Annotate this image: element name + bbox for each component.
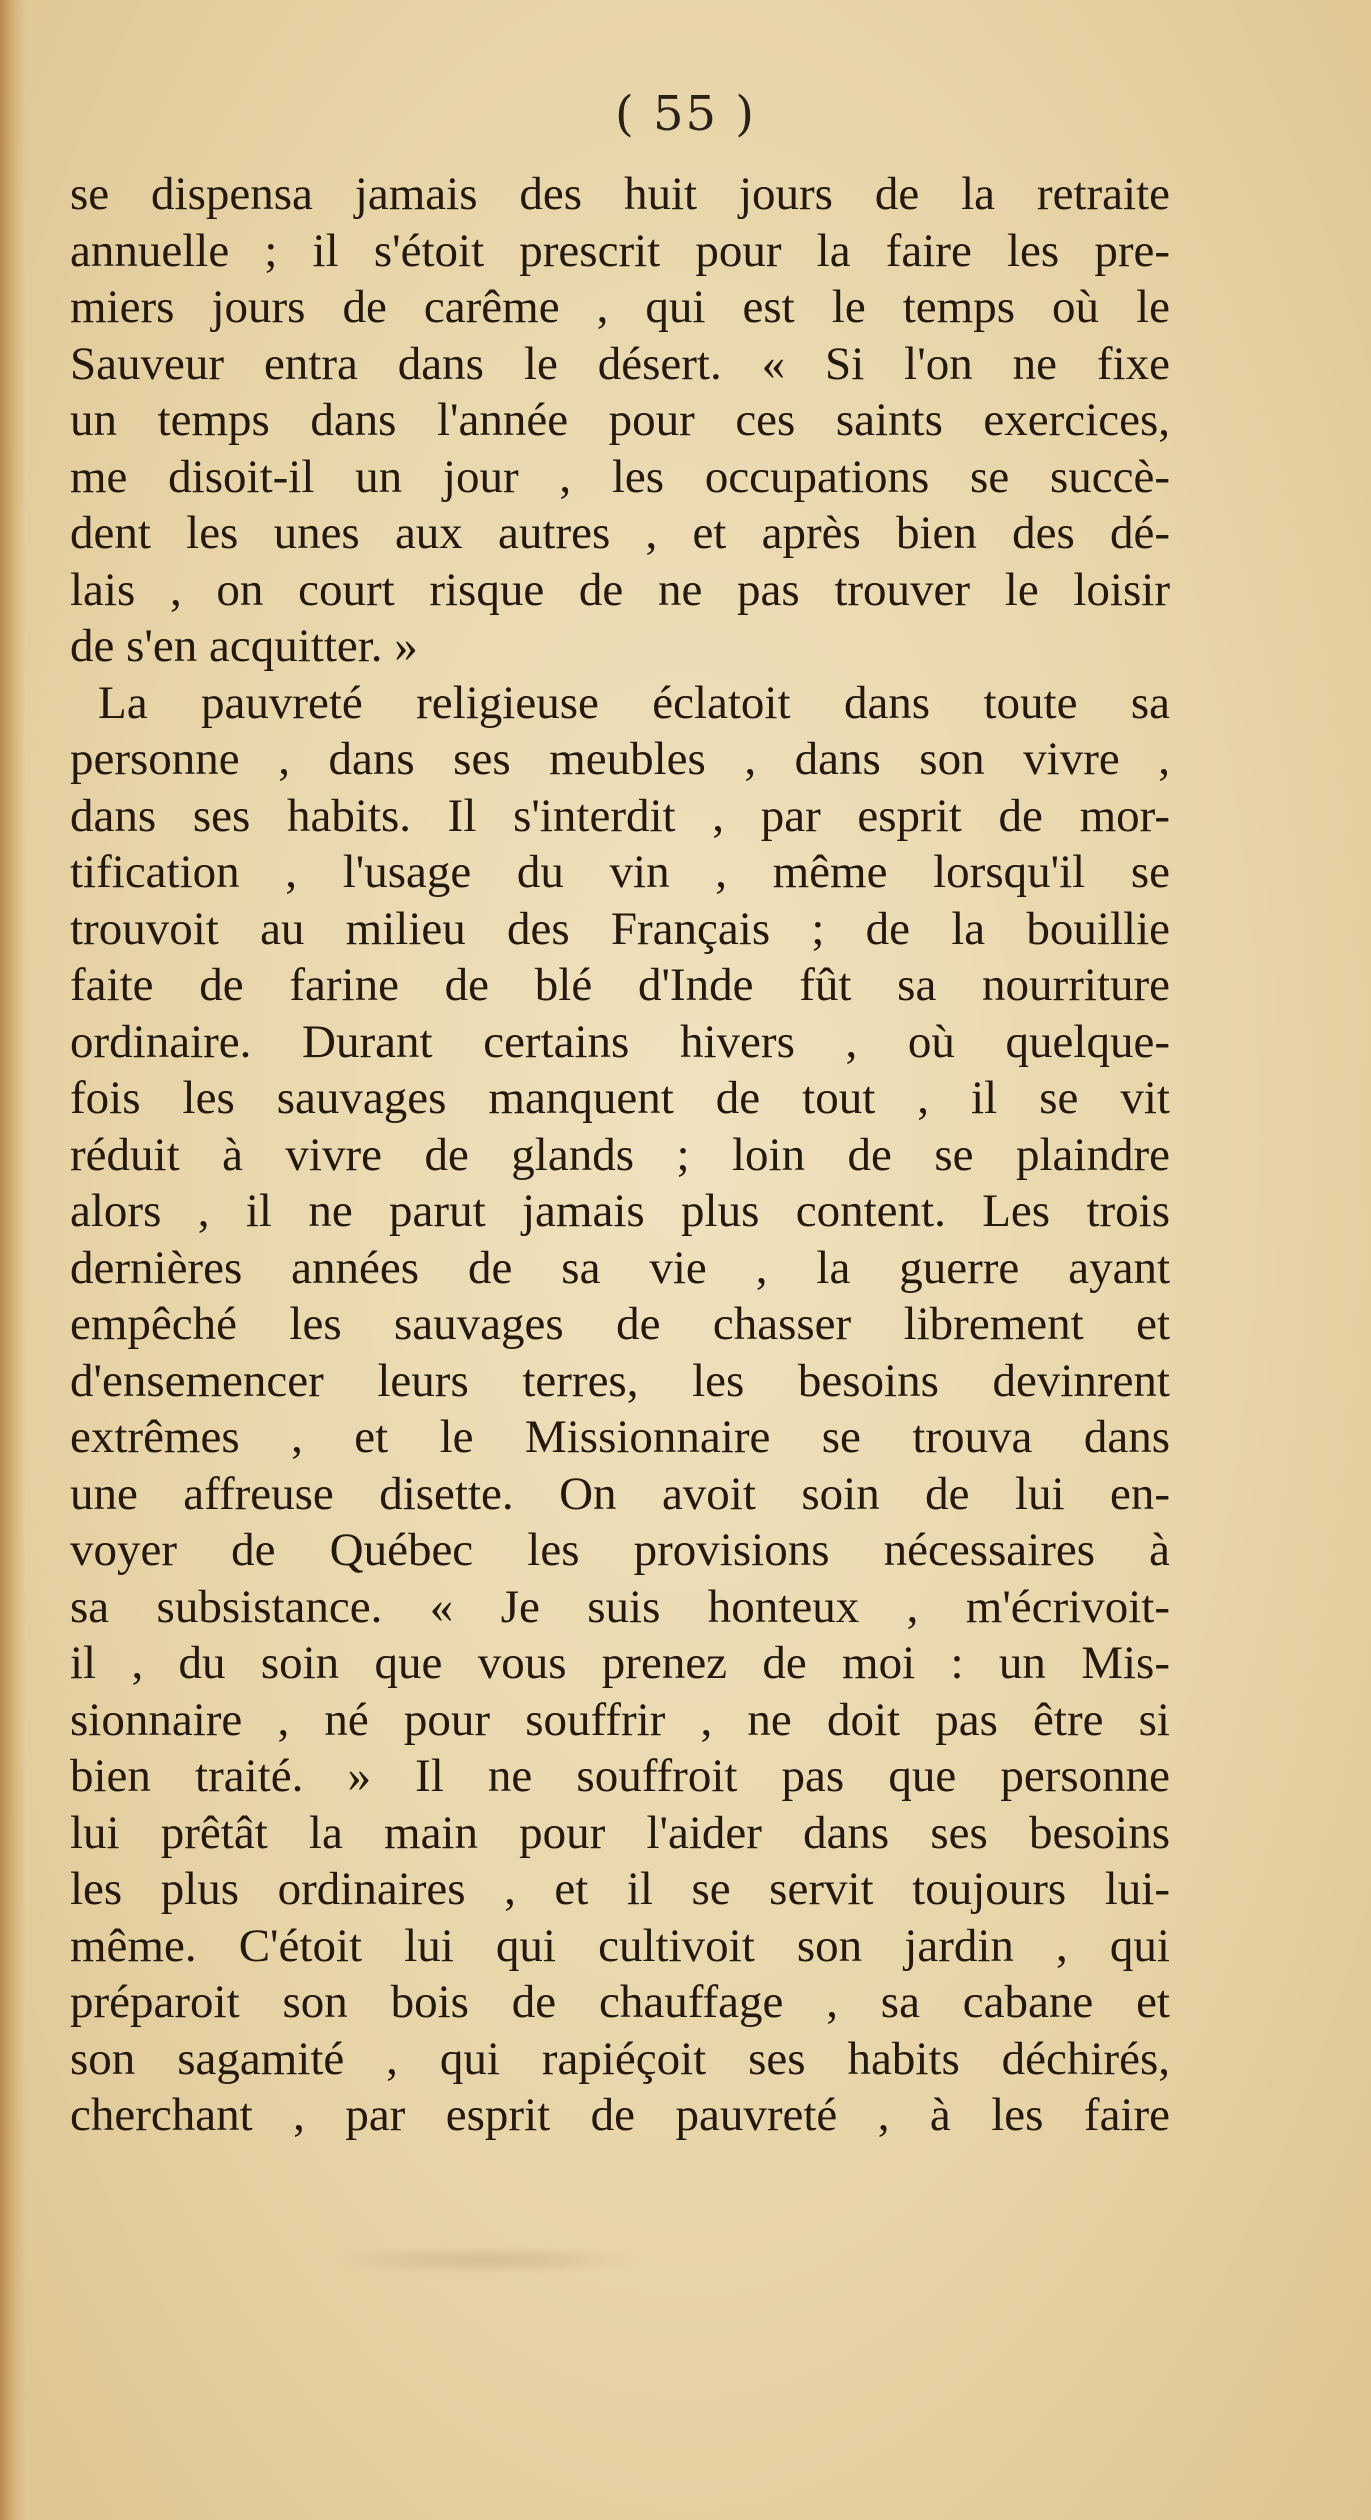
text-line: une affreuse disette. On avoit soin de lui en- [70,1467,1170,1520]
text-line: d'ensemencer leurs terres, les besoins devinrent [70,1354,1170,1407]
paragraph-start-line: La pauvreté religieuse éclatoit dans toute sa [98,676,1170,729]
text-line: dans ses habits. Il s'interdit , par esprit de mor- [70,789,1170,842]
text-line: miers jours de carême , qui est le temps où le [70,281,1170,333]
text-line: même. C'étoit lui qui cultivoit son jardin , qui [70,1919,1170,1972]
text-line: empêché les sauvages de chasser librement et [70,1298,1170,1350]
text-line: un temps dans l'année pour ces saints exercices, [70,394,1170,446]
text-line: ordinaire. Durant certains hivers , où quelque- [70,1015,1170,1068]
text-line: son sagamité , qui rapiéçoit ses habits déchirés, [70,2032,1170,2085]
text-line: faite de farine de blé d'Inde fût sa nourriture [70,959,1170,1011]
text-line: les plus ordinaires , et il se servit toujours lui- [70,1863,1170,1915]
text-line: me disoit-il un jour , les occupations se succè- [70,450,1170,503]
page-binding-edge [0,0,26,2520]
page-number: ( 55 ) [614,86,757,142]
text-line: tification , l'usage du vin , même lorsqu'il se [70,846,1170,898]
text-line: lui prêtât la main pour l'aider dans ses besoins [70,1806,1170,1859]
text-line: dent les unes aux autres , et après bien des dé- [70,507,1170,559]
text-line: il , du soin que vous prenez de moi : un Mis- [70,1637,1170,1689]
text-line: alors , il ne parut jamais plus content. Les trois [70,1185,1170,1237]
text-line: Sauveur entra dans le désert. « Si l'on ne fixe [70,337,1170,390]
text-line: annuelle ; il s'étoit prescrit pour la faire les pre- [70,224,1170,277]
text-line: réduit à vivre de glands ; loin de se plaindre [70,1128,1170,1181]
text-line: trouvoit au milieu des Français ; de la bouillie [70,902,1170,955]
text-line: sionnaire , né pour souffrir , ne doit pas être si [70,1693,1170,1746]
body-text [70,166,1170,2144]
text-line: voyer de Québec les provisions nécessaires à [70,1524,1170,1576]
text-line: bien traité. » Il ne souffroit pas que personne [70,1750,1170,1802]
text-line: se dispensa jamais des huit jours de la retraite [70,168,1170,220]
paper-smudge [320,2245,650,2275]
text-line: cherchant , par esprit de pauvreté , à les faire [70,2089,1170,2141]
text-line: sa subsistance. « Je suis honteux , m'écrivoit- [70,1580,1170,1633]
text-line: dernières années de sa vie , la guerre ayant [70,1241,1170,1294]
text-line: lais , on court risque de ne pas trouver le loisir [70,563,1170,616]
paragraph-end-line: de s'en acquitter. » [70,620,418,672]
text-line: personne , dans ses meubles , dans son vivre , [70,733,1170,785]
text-line: fois les sauvages manquent de tout , il se vit [70,1072,1170,1124]
text-line: préparoit son bois de chauffage , sa cabane et [70,1976,1170,2028]
text-line: extrêmes , et le Missionnaire se trouva dans [70,1411,1170,1463]
